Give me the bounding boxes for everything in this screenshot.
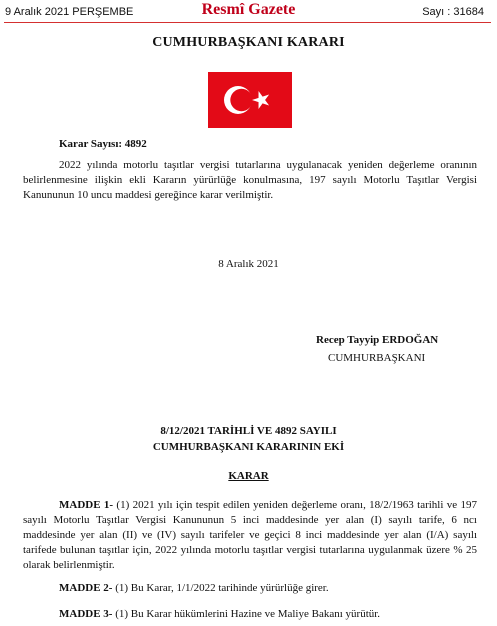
issue-number: Sayı : 31684: [422, 6, 484, 18]
annex-heading: [0, 423, 497, 455]
publication-date: 9 Aralık 2021 PERŞEMBE: [5, 6, 134, 18]
article-1: [23, 498, 477, 573]
signatory-name: Recep Tayyip ERDOĞAN: [316, 334, 439, 346]
gazette-header: [0, 0, 497, 24]
gazette-title: Resmî Gazete: [201, 1, 296, 18]
annex-heading-line1: 8/12/2021 TARİHLİ VE 4892 SAYILI: [160, 425, 337, 437]
article-2: [59, 582, 329, 594]
turkish-flag-icon: [208, 72, 292, 128]
decree-text: 2022 yılında motorlu taşıtlar vergisi tutarlarına uygulanacak yeniden değerleme oranının belirlenmesine ilişkin ekli Kararın yürürlüğe konulmasına, 197 sayılı Motorlu Taşıtlar Vergisi Kanununun 10 uncu maddesi gereğince karar verilmiştir.: [23, 159, 477, 201]
page-title: CUMHURBAŞKANI KARARI: [152, 35, 345, 50]
article-2-label: MADDE 2-: [59, 582, 113, 594]
signatory-title: CUMHURBAŞKANI: [328, 352, 426, 364]
article-3-text: (1) Bu Karar hükümlerini Hazine ve Maliye Bakanı yürütür.: [112, 608, 381, 620]
article-1-text: (1) 2021 yılı için tespit edilen yeniden değerleme oranı, 18/2/1963 tarihli ve 197 sayılı Motorlu Taşıtlar Vergisi Kanununun 5 inci maddesinde yer alan (I) sayılı tarife, 6 ncı maddesinde yer alan (II) ve (IV) sayılı tarifeler ve geçici 8 inci maddesinde yer alan (I/A) sayılı tarifede bulunan taşıtlar için, 2022 yılında motorlu taşıtlar vergisi tutarlarına uygulanmak üzere % 25 olarak belirlenmiştir.: [23, 499, 477, 571]
article-3: [59, 608, 380, 620]
header-divider: [4, 22, 491, 23]
section-title: [0, 470, 497, 482]
decree-number: Karar Sayısı: 4892: [59, 138, 147, 150]
signing-date: 8 Aralık 2021: [218, 258, 279, 270]
article-3-label: MADDE 3-: [59, 608, 113, 620]
annex-heading-line2: CUMHURBAŞKANI KARARININ EKİ: [152, 441, 345, 453]
article-2-text: (1) Bu Karar, 1/1/2022 tarihinde yürürlüğe girer.: [112, 582, 329, 594]
article-1-label: MADDE 1-: [59, 499, 114, 511]
section-title-text: KARAR: [228, 470, 269, 482]
